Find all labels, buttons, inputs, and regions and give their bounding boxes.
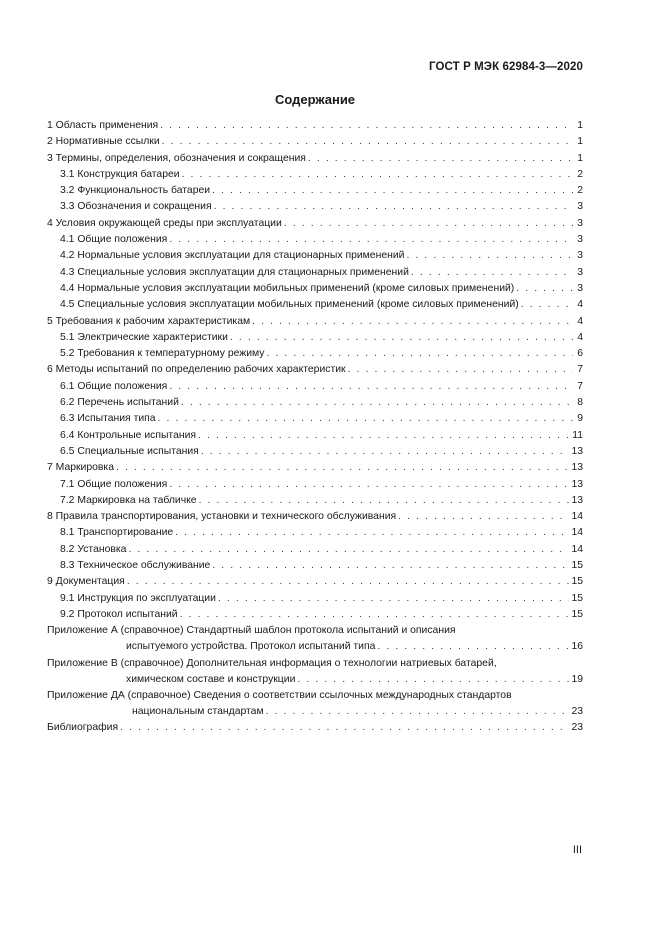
toc-page-number: 2: [577, 168, 583, 180]
toc-entry-label: 3.2 Функциональность батареи: [60, 185, 211, 197]
toc-entry[interactable]: [47, 232, 583, 248]
toc-page-number: 19: [571, 673, 583, 685]
toc-entry-label: 7 Маркировка: [47, 462, 114, 474]
toc-page-number: 4: [577, 331, 583, 343]
toc-page-number: 13: [571, 478, 583, 490]
dot-leader: [266, 346, 573, 362]
dot-leader: [128, 542, 569, 558]
toc-page-number: 14: [571, 511, 583, 523]
toc-entry[interactable]: [47, 265, 583, 281]
dot-leader: [169, 232, 573, 248]
toc-entry[interactable]: [47, 428, 583, 444]
toc-entry[interactable]: [47, 411, 583, 427]
toc-entry-label: 3.3 Обозначения и сокращения: [60, 201, 212, 213]
toc-appendix-line2: химическом составе и конструкции: [126, 673, 296, 685]
toc-page-number: 1: [577, 136, 583, 148]
table-of-contents: [47, 118, 583, 736]
toc-entry-label: 6 Методы испытаний по определению рабочих характеристик: [47, 364, 346, 376]
toc-page-number: 3: [577, 282, 583, 294]
toc-entry[interactable]: [47, 199, 583, 215]
toc-entry-bibliography[interactable]: [47, 720, 583, 736]
toc-page-number: 3: [577, 266, 583, 278]
dot-leader: [127, 574, 570, 590]
dot-leader: [521, 297, 573, 313]
toc-appendix-a[interactable]: [47, 623, 583, 655]
toc-page-number: 13: [571, 494, 583, 506]
dot-leader: [175, 525, 569, 541]
toc-page-number: 14: [571, 543, 583, 555]
toc-entry[interactable]: [47, 542, 583, 558]
toc-entry-label: 8.1 Транспортирование: [60, 527, 174, 539]
toc-entry-label: 2 Нормативные ссылки: [47, 136, 160, 148]
dot-leader: [199, 493, 570, 509]
toc-entry[interactable]: [47, 183, 583, 199]
toc-entry-label: 6.1 Общие положения: [60, 380, 168, 392]
dot-leader: [181, 395, 573, 411]
toc-appendix-b[interactable]: [47, 656, 583, 688]
toc-page-number: 1: [577, 152, 583, 164]
toc-page-number: 1: [577, 120, 583, 131]
toc-entry-label: 6.2 Перечень испытаний: [60, 397, 179, 409]
toc-entry-label: 5.1 Электрические характеристики: [60, 331, 228, 343]
toc-page-number: 7: [577, 380, 583, 392]
dot-leader: [411, 265, 573, 281]
toc-entry-label: 6.3 Испытания типа: [60, 413, 156, 425]
dot-leader: [218, 591, 570, 607]
toc-page-number: 8: [577, 397, 583, 409]
toc-page-number: 16: [571, 641, 583, 653]
toc-entry[interactable]: [47, 525, 583, 541]
toc-entry[interactable]: [47, 591, 583, 607]
toc-appendix-line1: Приложение ДА (справочное) Сведения о соответствии ссылочных международных стандартов: [47, 689, 512, 701]
toc-page-number: 2: [577, 185, 583, 197]
toc-entry-label: 8.3 Техническое обслуживание: [60, 560, 211, 572]
toc-entry[interactable]: [47, 281, 583, 297]
toc-entry[interactable]: [47, 134, 583, 150]
toc-page-number: 3: [577, 234, 583, 246]
toc-entry-label: 4.3 Специальные условия эксплуатации для стационарных применений: [60, 266, 409, 278]
toc-entry-label: 4.5 Специальные условия эксплуатации мобильных применений (кроме силовых применений): [60, 299, 519, 311]
dot-leader: [162, 134, 573, 150]
toc-entry-label: 4.2 Нормальные условия эксплуатации для стационарных применений: [60, 250, 405, 262]
toc-entry-label: Библиография: [47, 722, 119, 734]
toc-appendix-line2: испытуемого устройства. Протокол испытаний типа: [126, 641, 376, 653]
toc-entry[interactable]: [47, 314, 583, 330]
toc-entry-label: 8 Правила транспортирования, установки и технического обслуживания: [47, 511, 397, 523]
dot-leader: [377, 639, 569, 655]
toc-appendix-da[interactable]: [47, 688, 583, 720]
page-number: III: [572, 844, 582, 856]
toc-appendix-line1: Приложение В (справочное) Дополнительная информация о технологии натриевых батарей,: [47, 657, 497, 669]
toc-entry-label: 4.1 Общие положения: [60, 234, 168, 246]
toc-entry[interactable]: [47, 379, 583, 395]
dot-leader: [201, 444, 570, 460]
toc-entry-label: 7.1 Общие положения: [60, 478, 168, 490]
toc-entry[interactable]: [47, 509, 583, 525]
dot-leader: [348, 362, 573, 378]
dot-leader: [406, 248, 573, 264]
dot-leader: [398, 509, 569, 525]
toc-entry[interactable]: [47, 248, 583, 264]
toc-page-number: 15: [571, 608, 583, 620]
document-header: ГОСТ Р МЭК 62984-3—2020: [429, 61, 583, 73]
dot-leader: [284, 216, 573, 232]
toc-entry[interactable]: [47, 346, 583, 362]
toc-page-number: 4: [577, 299, 583, 311]
dot-leader: [169, 379, 573, 395]
dot-leader: [182, 167, 573, 183]
toc-entry[interactable]: [47, 167, 583, 183]
dot-leader: [230, 330, 573, 346]
toc-entries: [47, 118, 583, 623]
dot-leader: [212, 183, 573, 199]
dot-leader: [169, 477, 569, 493]
dot-leader: [266, 704, 570, 720]
toc-page-number: 23: [571, 705, 583, 717]
dot-leader: [160, 118, 573, 134]
toc-page-number: 3: [577, 250, 583, 262]
toc-page-number: 15: [571, 560, 583, 572]
toc-entry-label: 9.1 Инструкция по эксплуатации: [60, 592, 216, 604]
toc-entry[interactable]: [47, 216, 583, 232]
toc-entry[interactable]: [47, 460, 583, 476]
dot-leader: [297, 672, 569, 688]
dot-leader: [308, 151, 573, 167]
toc-page-number: 9: [577, 413, 583, 425]
toc-entry-label: 4.4 Нормальные условия эксплуатации мобильных применений (кроме силовых применений): [60, 282, 515, 294]
toc-entry[interactable]: [47, 477, 583, 493]
dot-leader: [252, 314, 573, 330]
dot-leader: [212, 558, 569, 574]
toc-entry-label: 1 Область применения: [47, 120, 159, 131]
toc-entry-label: 8.2 Установка: [60, 543, 127, 555]
toc-entry-label: 5 Требования к рабочим характеристикам: [47, 315, 251, 327]
toc-entry-label: 3 Термины, определения, обозначения и сокращения: [47, 152, 306, 164]
toc-entry[interactable]: [47, 444, 583, 460]
dot-leader: [158, 411, 573, 427]
toc-entry[interactable]: [47, 395, 583, 411]
toc-page-number: 15: [571, 576, 583, 588]
toc-page-number: 14: [571, 527, 583, 539]
toc-entry-label: 7.2 Маркировка на табличке: [60, 494, 197, 506]
toc-appendix-line2: национальным стандартам: [132, 705, 264, 717]
toc-page-number: 23: [571, 722, 583, 734]
dot-leader: [214, 199, 573, 215]
toc-title: Содержание: [274, 92, 356, 107]
toc-page-number: 13: [571, 445, 583, 457]
dot-leader: [180, 607, 570, 623]
toc-page-number: 6: [577, 348, 583, 360]
toc-page-number: 7: [577, 364, 583, 376]
toc-entry[interactable]: [47, 330, 583, 346]
toc-entry-label: 9.2 Протокол испытаний: [60, 608, 178, 620]
toc-entry-label: 4 Условия окружающей среды при эксплуатации: [47, 217, 282, 229]
dot-leader: [198, 428, 570, 444]
dot-leader: [516, 281, 573, 297]
dot-leader: [120, 720, 569, 736]
toc-entry-label: 3.1 Конструкция батареи: [60, 168, 180, 180]
toc-page-number: 4: [577, 315, 583, 327]
toc-page-number: 15: [571, 592, 583, 604]
toc-entry[interactable]: [47, 362, 583, 378]
toc-entry[interactable]: [47, 607, 583, 623]
toc-entry-label: 9 Документация: [47, 576, 125, 588]
toc-page-number: 11: [572, 429, 583, 441]
toc-entry[interactable]: [47, 493, 583, 509]
toc-entry[interactable]: [47, 151, 583, 167]
toc-page-number: 13: [571, 462, 583, 474]
toc-entry[interactable]: [47, 118, 583, 134]
toc-entry-label: 6.4 Контрольные испытания: [60, 429, 197, 441]
toc-entry[interactable]: [47, 558, 583, 574]
dot-leader: [116, 460, 569, 476]
toc-entry-label: 6.5 Специальные испытания: [60, 445, 199, 457]
toc-appendix-line1: Приложение А (справочное) Стандартный шаблон протокола испытаний и описания: [47, 625, 456, 637]
toc-entry-label: 5.2 Требования к температурному режиму: [60, 348, 265, 360]
toc-page-number: 3: [577, 217, 583, 229]
toc-page-number: 3: [577, 201, 583, 213]
toc-entry[interactable]: [47, 574, 583, 590]
toc-entry[interactable]: [47, 297, 583, 313]
